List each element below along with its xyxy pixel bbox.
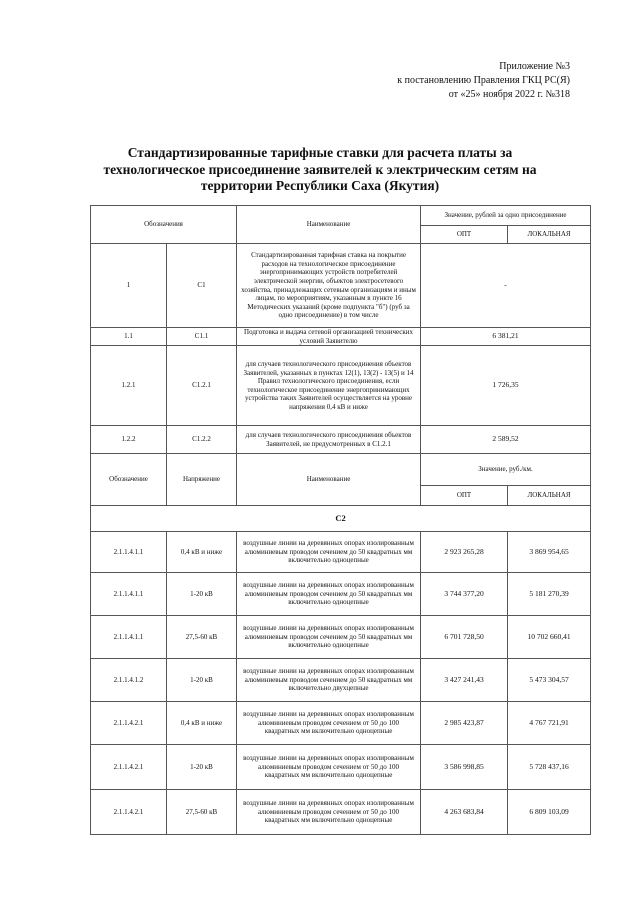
header-local: ЛОКАЛЬНАЯ — [508, 486, 591, 506]
row-voltage: 0,4 кВ и ниже — [167, 702, 237, 745]
table-row — [91, 702, 591, 745]
row-name: воздушные линии на деревянных опорах изолированным алюминиевым проводом сечением от 50 до 100 квадратных мм включительно одноцепные — [237, 745, 421, 790]
header-value: Значение, руб./км. — [421, 454, 591, 486]
header-name: Наименование — [237, 454, 421, 506]
row-local: 5 181 270,39 — [508, 573, 591, 616]
row-local: 5 728 437,16 — [508, 745, 591, 790]
header-name: Наименование — [237, 206, 421, 244]
row-code: 2.1.1.4.1.2 — [91, 659, 167, 702]
table-row — [91, 244, 591, 328]
resolution-reference: к постановлению Правления ГКЦ РС(Я) — [397, 75, 570, 86]
row-opt: 3 744 377,20 — [421, 573, 508, 616]
row-code: 2.1.1.4.2.1 — [91, 790, 167, 835]
header-opt: ОПТ — [421, 486, 508, 506]
row-code: 2.1.1.4.2.1 — [91, 702, 167, 745]
title-line-2: технологическое присоединение заявителей к электрическим сетям на — [103, 161, 537, 177]
row-code: 2.1.1.4.1.1 — [91, 532, 167, 573]
row-code: 2.1.1.4.2.1 — [91, 745, 167, 790]
row-name: Стандартизированная тарифная ставка на покрытие расходов на технологическое присоединение энергопринимающих устройств потребителей электрической энергии, объектов электросетевого хозяйства, принадлежащих сетевым организациям и иным лицам, по мероприятиям, указанным в пункте 16 Методических указаний (кроме подпункта "б") (руб за одно присоединение) в том числе — [237, 244, 421, 328]
row-name: воздушные линии на деревянных опорах изолированным алюминиевым проводом сечением до 50 квадратных мм включительно двухцепные — [237, 659, 421, 702]
row-value: 6 381,21 — [421, 328, 591, 346]
row-value: - — [421, 244, 591, 328]
row-code: С1.2.1 — [167, 346, 237, 426]
row-name: для случаев технологического присоединения объектов Заявителей, указанных в пунктах 12(1), 13(2) - 13(5) и 14 Правил технологического присоединения, если технологическое присоединение энергопринимающих устройства таких Заявителей осуществляется на уровне напряжения 0,4 кВ и ниже — [237, 346, 421, 426]
table-row — [91, 790, 591, 835]
table-row — [91, 532, 591, 573]
row-code: С1 — [167, 244, 237, 328]
row-opt: 4 263 683,84 — [421, 790, 508, 835]
title-line-1: Стандартизированные тарифные ставки для расчета платы за — [127, 145, 513, 160]
row-number: 1 — [91, 244, 167, 328]
row-local: 6 809 103,09 — [508, 790, 591, 835]
header-designations: Обозначения — [91, 206, 237, 244]
row-value: 2 589,52 — [421, 426, 591, 454]
row-voltage: 1-20 кВ — [167, 573, 237, 616]
row-number: 1.2.2 — [91, 426, 167, 454]
row-local: 3 869 954,65 — [508, 532, 591, 573]
row-name: для случаев технологического присоединения объектов Заявителей, не предусмотренных в С1.2.1 — [237, 426, 421, 454]
row-voltage: 27,5-60 кВ — [167, 616, 237, 659]
table-row — [91, 328, 591, 346]
row-number: 1.2.1 — [91, 346, 167, 426]
row-opt: 6 701 728,50 — [421, 616, 508, 659]
table-row — [91, 573, 591, 616]
row-local: 10 702 660,41 — [508, 616, 591, 659]
row-voltage: 1-20 кВ — [167, 745, 237, 790]
row-value: 1 726,35 — [421, 346, 591, 426]
header-value: Значение, рублей за одно присоединение — [421, 206, 591, 226]
tariff-table — [90, 205, 591, 835]
row-code: 2.1.1.4.1.1 — [91, 573, 167, 616]
appendix-number: Приложение №3 — [499, 61, 570, 72]
row-code: 2.1.1.4.1.1 — [91, 616, 167, 659]
title-line-3: территории Республики Саха (Якутия) — [200, 178, 440, 193]
row-opt: 2 923 265,28 — [421, 532, 508, 573]
header-designation: Обозначение — [91, 454, 167, 506]
row-name: воздушные линии на деревянных опорах изолированным алюминиевым проводом сечением до 50 квадратных мм включительно одноцепные — [237, 616, 421, 659]
header-voltage: Напряжение — [167, 454, 237, 506]
table-row — [91, 346, 591, 426]
row-local: 4 767 721,91 — [508, 702, 591, 745]
document-title — [90, 145, 550, 195]
row-name: воздушные линии на деревянных опорах изолированным алюминиевым проводом сечением до 50 квадратных мм включительно одноцепные — [237, 532, 421, 573]
row-local: 5 473 304,57 — [508, 659, 591, 702]
resolution-date: от «25» ноября 2022 г. №318 — [448, 89, 570, 100]
row-name: воздушные линии на деревянных опорах изолированным алюминиевым проводом сечением от 50 до 100 квадратных мм включительно одноцепные — [237, 702, 421, 745]
table-row — [91, 745, 591, 790]
row-number: 1.1 — [91, 328, 167, 346]
row-opt: 3 586 998,85 — [421, 745, 508, 790]
header-local: ЛОКАЛЬНАЯ — [508, 226, 591, 244]
row-voltage: 1-20 кВ — [167, 659, 237, 702]
row-name: воздушные линии на деревянных опорах изолированным алюминиевым проводом сечением от 50 до 100 квадратных мм включительно одноцепные — [237, 790, 421, 835]
row-code: С1.2.2 — [167, 426, 237, 454]
row-opt: 2 985 423,87 — [421, 702, 508, 745]
table-row — [91, 616, 591, 659]
row-opt: 3 427 241,43 — [421, 659, 508, 702]
row-name: воздушные линии на деревянных опорах изолированным алюминиевым проводом сечением до 50 квадратных мм включительно одноцепные — [237, 573, 421, 616]
table-row — [91, 659, 591, 702]
row-code: С1.1 — [167, 328, 237, 346]
row-name: Подготовка и выдача сетевой организацией технических условий Заявителю — [237, 328, 421, 346]
row-voltage: 27,5-60 кВ — [167, 790, 237, 835]
row-voltage: 0,4 кВ и ниже — [167, 532, 237, 573]
document-header — [397, 60, 570, 102]
header-opt: ОПТ — [421, 226, 508, 244]
section-heading: С2 — [91, 506, 591, 532]
table-row — [91, 426, 591, 454]
